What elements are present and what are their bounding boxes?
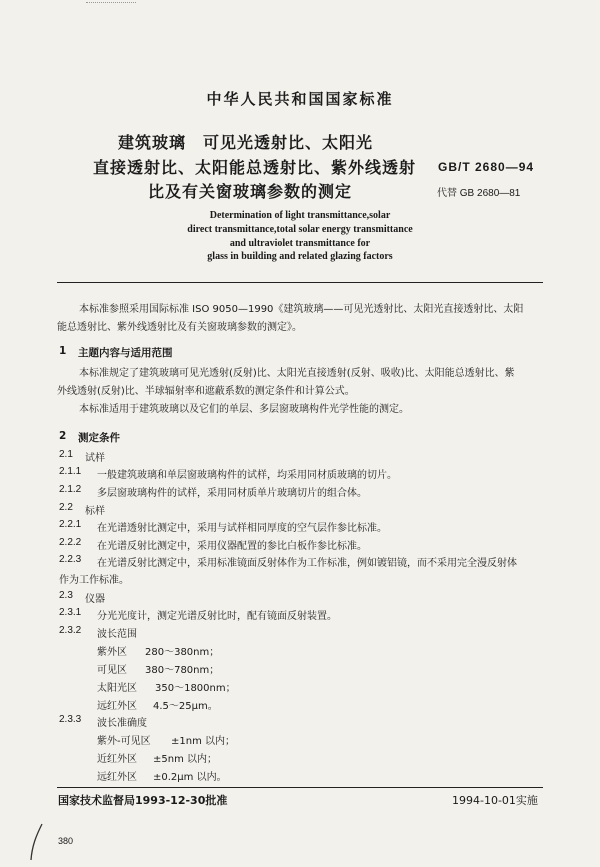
approval-note: 国家技术监督局1993-12-30批准 bbox=[58, 794, 228, 807]
wavelength-range-label: 太阳光区 bbox=[97, 683, 137, 694]
wavelength-accuracy-value: ±1nm 以内； bbox=[171, 736, 235, 747]
title-cn-line3: 比及有关窗玻璃参数的测定 bbox=[148, 182, 353, 201]
title-en-line1: Determination of light transmittance,solar bbox=[209, 210, 391, 221]
section-1-title: 主题内容与适用范围 bbox=[78, 347, 173, 359]
wavelength-range-label: 远红外区 bbox=[97, 701, 137, 712]
clause-2-1-title: 试样 bbox=[85, 453, 105, 464]
intro-line1: 本标准参照采用国际标准 ISO 9050—1990《建筑玻璃——可见光透射比、太阳光直接透射比、太阳 bbox=[79, 304, 524, 315]
clause-2-1-1-number: 2.1.1 bbox=[59, 466, 82, 477]
clause-2-2-3-number: 2.2.3 bbox=[59, 554, 82, 565]
clause-2-1-1-text: 一般建筑玻璃和单层窗玻璃构件的试样，均采用同材质玻璃的切片。 bbox=[97, 470, 397, 481]
page-number: 380 bbox=[58, 836, 74, 846]
footer-divider bbox=[57, 787, 543, 788]
title-cn-line2: 直接透射比、太阳能总透射比、紫外线透射 bbox=[93, 158, 417, 177]
clause-2-3-3-title: 波长准确度 bbox=[97, 718, 147, 729]
wavelength-accuracy-value: ±0.2μm 以内。 bbox=[153, 772, 227, 783]
clause-2-2-2-text: 在光谱反射比测定中，采用仪器配置的参比白板作参比标准。 bbox=[97, 541, 367, 552]
clause-2-3-number: 2.3 bbox=[59, 590, 73, 601]
clause-2-3-1-text: 分光光度计，测定光谱反射比时，配有镜面反射装置。 bbox=[97, 611, 337, 622]
wavelength-accuracy-label: 近红外区 bbox=[97, 754, 137, 765]
wavelength-range-label: 可见区 bbox=[97, 665, 127, 676]
clause-2-1-2-number: 2.1.2 bbox=[59, 484, 82, 495]
clause-2-3-title: 仪器 bbox=[85, 594, 105, 605]
clause-2-2-3-line2: 作为工作标准。 bbox=[59, 575, 129, 586]
wavelength-accuracy-label: 紫外-可见区 bbox=[97, 736, 151, 747]
clause-2-2-1-number: 2.2.1 bbox=[59, 519, 82, 530]
title-cn-line1: 建筑玻璃 可见光透射比、太阳光 bbox=[118, 133, 374, 152]
title-divider bbox=[57, 282, 543, 283]
wavelength-range-label: 紫外区 bbox=[97, 647, 127, 658]
wavelength-range-value: 350～1800nm； bbox=[155, 683, 236, 694]
clause-2-3-1-number: 2.3.1 bbox=[59, 607, 82, 618]
intro-line2: 能总透射比、紫外线透射比及有关窗玻璃参数的测定》。 bbox=[57, 322, 302, 333]
clause-2-3-3-number: 2.3.3 bbox=[59, 714, 82, 725]
clause-2-2-2-number: 2.2.2 bbox=[59, 537, 82, 548]
title-en-line2: direct transmittance,total solar energy transmittance bbox=[187, 224, 413, 235]
section-1-p1-line1: 本标准规定了建筑玻璃可见光透射(反射)比、太阳光直接透射(反射、吸收)比、太阳能总透射比、紫 bbox=[79, 368, 515, 379]
replaces-standard: 代替 GB 2680—81 bbox=[437, 188, 521, 199]
section-1-p2: 本标准适用于建筑玻璃以及它们的单层、多层窗玻璃构件光学性能的测定。 bbox=[79, 404, 409, 415]
clause-2-1-number: 2.1 bbox=[59, 449, 73, 460]
title-en-line4: glass in building and related glazing factors bbox=[207, 251, 393, 262]
clause-2-1-2-text: 多层窗玻璃构件的试样，采用同材质单片玻璃切片的组合体。 bbox=[97, 488, 367, 499]
implementation-date: 1994-10-01实施 bbox=[452, 794, 538, 807]
pen-stroke-mark bbox=[28, 822, 46, 862]
standard-number: GB/T 2680—94 bbox=[438, 160, 535, 174]
clause-2-2-1-text: 在光谱透射比测定中，采用与试样相同厚度的空气层作参比标准。 bbox=[97, 523, 387, 534]
clause-2-3-2-number: 2.3.2 bbox=[59, 625, 82, 636]
clause-2-2-3-line1: 在光谱反射比测定中，采用标准镜面反射体作为工作标准，例如镀铝镜，而不采用完全漫反射体 bbox=[97, 558, 517, 569]
title-en-line3: and ultraviolet transmittance for bbox=[229, 238, 371, 249]
wavelength-accuracy-label: 远红外区 bbox=[97, 772, 137, 783]
section-2-number: 2 bbox=[59, 430, 67, 442]
clause-2-2-number: 2.2 bbox=[59, 502, 73, 513]
wavelength-range-value: 280～380nm； bbox=[145, 647, 220, 658]
wavelength-range-value: 380～780nm； bbox=[145, 665, 220, 676]
clause-2-3-2-title: 波长范围 bbox=[97, 629, 137, 640]
section-1-p1-line2: 外线透射(反射)比、半球辐射率和遮蔽系数的测定条件和计算公式。 bbox=[57, 386, 355, 397]
standard-header: 中华人民共和国国家标准 bbox=[206, 90, 394, 108]
scan-artifact-top bbox=[86, 0, 136, 3]
section-2-title: 测定条件 bbox=[78, 432, 120, 444]
section-1-number: 1 bbox=[59, 345, 67, 357]
wavelength-range-value: 4.5～25μm。 bbox=[153, 701, 218, 712]
clause-2-2-title: 标样 bbox=[85, 506, 105, 517]
wavelength-accuracy-value: ±5nm 以内； bbox=[153, 754, 217, 765]
